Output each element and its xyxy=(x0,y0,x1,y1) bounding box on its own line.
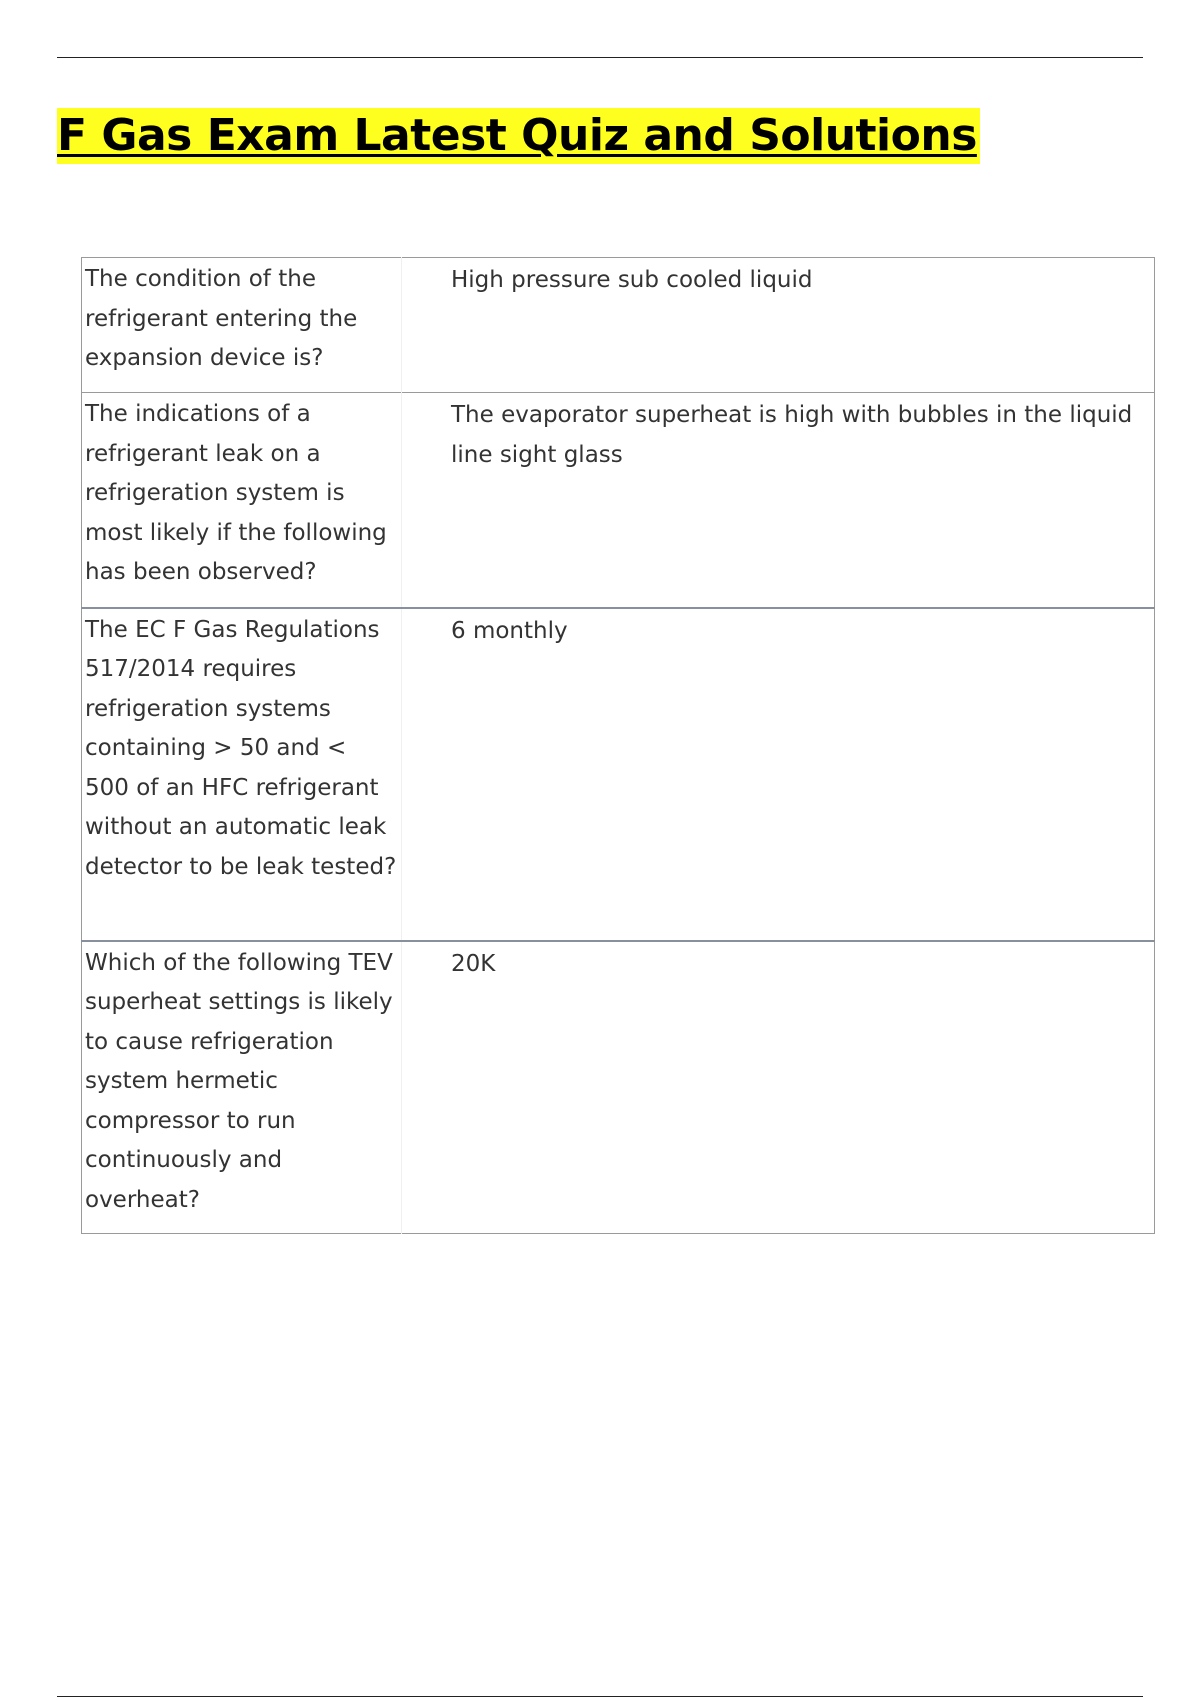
answer-cell xyxy=(402,393,1155,608)
document-title: F Gas Exam Latest Quiz and Solutions xyxy=(57,108,980,164)
answer-text: 6 monthly xyxy=(451,617,568,644)
footer-rule xyxy=(57,1696,1143,1697)
table-row xyxy=(82,393,1155,608)
question-cell xyxy=(82,608,402,941)
table-row xyxy=(82,258,1155,393)
question-text: The EC F Gas Regulations 517/2014 requires refrigeration systems containing > 50 and < 500 of an HFC refrigerant without an automatic leak detector to be leak tested? xyxy=(85,616,397,880)
question-text: Which of the following TEV superheat settings is likely to cause refrigeration system hermetic compressor to run continuously and overheat? xyxy=(85,949,393,1213)
answer-text: The evaporator superheat is high with bubbles in the liquid line sight glass xyxy=(451,402,1133,468)
answer-cell xyxy=(402,258,1155,393)
answer-cell xyxy=(402,941,1155,1234)
answer-cell xyxy=(402,608,1155,941)
question-cell xyxy=(82,941,402,1234)
title-block xyxy=(57,108,980,164)
question-cell xyxy=(82,258,402,393)
question-cell xyxy=(82,393,402,608)
header-rule xyxy=(57,57,1143,58)
qa-table xyxy=(81,257,1155,1234)
answer-text: High pressure sub cooled liquid xyxy=(451,267,813,293)
table-row xyxy=(82,608,1155,941)
question-text: The indications of a refrigerant leak on a refrigeration system is most likely if the following has been observed? xyxy=(85,401,387,585)
question-text: The condition of the refrigerant entering the expansion device is? xyxy=(85,266,358,371)
answer-text: 20K xyxy=(451,950,496,977)
table-row xyxy=(82,941,1155,1234)
